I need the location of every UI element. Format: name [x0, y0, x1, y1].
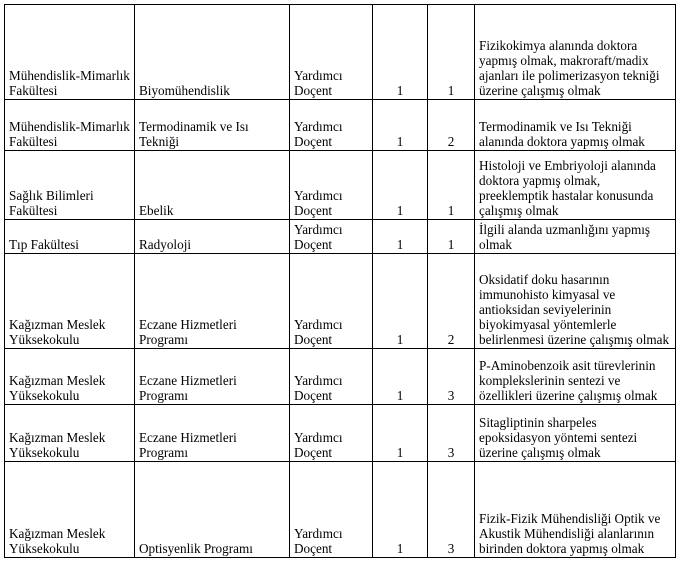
cell-birim: Kağızman Meslek Yüksekokulu: [5, 254, 135, 349]
table-row: [5, 349, 676, 405]
cell-adet: 3: [428, 349, 475, 405]
cell-aciklama: Oksidatif doku hasarının immunohisto kimyasal ve antioksidan seviyelerinin biyokimyasal yöntemlerle belirlenmesi üzerine çalışmış olmak: [475, 254, 676, 349]
academic-positions-table: [4, 4, 676, 558]
cell-birim: Kağızman Meslek Yüksekokulu: [5, 349, 135, 405]
cell-bolum: Biyomühendislik: [135, 5, 290, 100]
cell-derece: 1: [373, 405, 428, 462]
table-body: [5, 5, 676, 558]
cell-derece: 1: [373, 349, 428, 405]
cell-bolum: Radyoloji: [135, 220, 290, 254]
cell-aciklama: Sitagliptinin sharpeles epoksidasyon yöntemi sentezi üzerine çalışmış olmak: [475, 405, 676, 462]
cell-derece: 1: [373, 220, 428, 254]
cell-adet: 2: [428, 254, 475, 349]
cell-adet: 1: [428, 220, 475, 254]
cell-birim: Tıp Fakültesi: [5, 220, 135, 254]
cell-aciklama: Fizikokimya alanında doktora yapmış olmak, makroraft/madix ajanları ile polimerizasyon tekniği üzerine çalışmış olmak: [475, 5, 676, 100]
cell-unvan: Yardımcı Doçent: [290, 151, 373, 220]
cell-derece: 1: [373, 462, 428, 558]
table-row: [5, 100, 676, 151]
cell-aciklama: İlgili alanda uzmanlığını yapmış olmak: [475, 220, 676, 254]
table-row: [5, 405, 676, 462]
cell-derece: 1: [373, 151, 428, 220]
cell-unvan: Yardımcı Doçent: [290, 349, 373, 405]
cell-adet: 1: [428, 151, 475, 220]
table-row: [5, 220, 676, 254]
cell-aciklama: Fizik-Fizik Mühendisliği Optik ve Akustik Mühendisliği alanlarının birinden doktora yapmış olmak: [475, 462, 676, 558]
cell-aciklama: Histoloji ve Embriyoloji alanında doktora yapmış olmak, preeklemptik hastalar konusunda çalışmış olmak: [475, 151, 676, 220]
cell-unvan: Yardımcı Doçent: [290, 254, 373, 349]
cell-bolum: Eczane Hizmetleri Programı: [135, 254, 290, 349]
cell-bolum: Eczane Hizmetleri Programı: [135, 349, 290, 405]
cell-derece: 1: [373, 5, 428, 100]
table-row: [5, 462, 676, 558]
cell-unvan: Yardımcı Doçent: [290, 5, 373, 100]
cell-adet: 3: [428, 405, 475, 462]
cell-unvan: Yardımcı Doçent: [290, 220, 373, 254]
cell-unvan: Yardımcı Doçent: [290, 405, 373, 462]
cell-birim: Kağızman Meslek Yüksekokulu: [5, 405, 135, 462]
cell-derece: 1: [373, 100, 428, 151]
cell-bolum: Ebelik: [135, 151, 290, 220]
cell-birim: Mühendislik-Mimarlık Fakültesi: [5, 5, 135, 100]
cell-derece: 1: [373, 254, 428, 349]
table-row: [5, 254, 676, 349]
table-row: [5, 5, 676, 100]
table-row: [5, 151, 676, 220]
cell-birim: Sağlık Bilimleri Fakültesi: [5, 151, 135, 220]
cell-bolum: Termodinamik ve Isı Tekniği: [135, 100, 290, 151]
cell-adet: 3: [428, 462, 475, 558]
cell-birim: Mühendislik-Mimarlık Fakültesi: [5, 100, 135, 151]
cell-aciklama: P-Aminobenzoik asit türevlerinin komplekslerinin sentezi ve özellikleri üzerine çalışmış olmak: [475, 349, 676, 405]
cell-bolum: Optisyenlik Programı: [135, 462, 290, 558]
cell-adet: 2: [428, 100, 475, 151]
cell-bolum: Eczane Hizmetleri Programı: [135, 405, 290, 462]
cell-unvan: Yardımcı Doçent: [290, 100, 373, 151]
cell-aciklama: Termodinamik ve Isı Tekniği alanında doktora yapmış olmak: [475, 100, 676, 151]
cell-birim: Kağızman Meslek Yüksekokulu: [5, 462, 135, 558]
cell-adet: 1: [428, 5, 475, 100]
cell-unvan: Yardımcı Doçent: [290, 462, 373, 558]
